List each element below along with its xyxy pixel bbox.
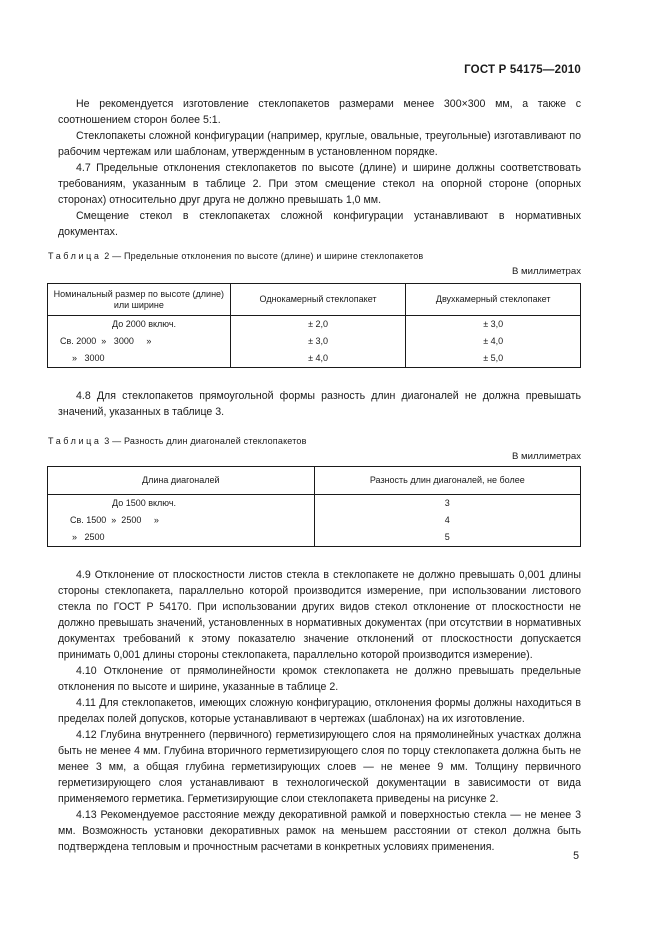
table-row <box>48 495 581 513</box>
table2-header-cell: Номинальный размер по высоте (длине) или ширине <box>48 284 231 316</box>
table3-header-cell: Разность длин диагоналей, не более <box>314 467 580 495</box>
table2-caption <box>48 251 423 261</box>
paragraph-4-9: 4.9 Отклонение от плоскостности листов стекла в стеклопакете не должно превышать 0,001 длины стороны стеклопакета, параллельно которой производится измерение, при использовании листового стекла по ГОСТ Р 54170. При использовании других видов стекол отклонение от плоскостности не должно превышать значений, установленных в нормативных документах (при отсутствии в нормативных документах требований к этому показателю значение отклонений от плоскостности допускается принимать 0,001 длины стороны стеклопакета, параллельно которой производится измерение). <box>58 569 581 661</box>
table-cell: До 1500 включ. <box>48 495 315 513</box>
paragraph: Стеклопакеты сложной конфигурации (например, круглые, овальные, треугольные) изготавливают по рабочим чертежам или шаблонам, утвержденным в установленном порядке. <box>58 130 581 158</box>
paragraph-4-12: 4.12 Глубина внутреннего (первичного) герметизирующего слоя на прямолинейных участках должна быть не менее 4 мм. Глубина вторичного герметизирующего слоя по торцу стеклопакета должна быть не менее 3 мм, а общая глубина герметизирующих слоев — не менее 9 мм. Толщину первичного герметизирующего слоя устанавливают в технологической документации в зависимости от вида применяемого герметика. Герметизирующие слои стеклопакета приведены на рисунке 2. <box>58 729 581 805</box>
table3-unit: В миллиметрах <box>511 451 581 462</box>
table-row <box>48 316 581 334</box>
table3-header-cell: Длина диагоналей <box>48 467 315 495</box>
paragraph-4-8: 4.8 Для стеклопакетов прямоугольной формы разность длин диагоналей не должна превышать значений, указанных в таблице 3. <box>58 390 581 418</box>
table3-header-row <box>48 467 581 495</box>
paragraph-4-7: 4.7 Предельные отклонения стеклопакетов по высоте (длине) и ширине должны соответствовать требованиям, указанным в таблице 2. При этом смещение стекол на опорной стороне (опорных сторонах) относительно друг друга не должно превышать 1,0 мм. <box>58 162 581 206</box>
table-cell: Св. 2000 » 3000 » <box>48 333 231 350</box>
table-cell: Св. 1500 » 2500 » <box>48 512 315 529</box>
bottom-text-block <box>58 567 581 855</box>
table-cell: 4 <box>314 512 580 529</box>
table-row <box>48 350 581 368</box>
table2 <box>47 283 581 368</box>
table-cell: ± 5,0 <box>406 350 581 368</box>
table2-caption-text: 2 — Предельные отклонения по высоте (длине) и ширине стеклопакетов <box>101 251 424 261</box>
table2-caption-label: Таблица <box>48 251 102 261</box>
table-cell: До 2000 включ. <box>48 316 231 334</box>
table2-header-cell: Однокамерный стеклопакет <box>230 284 406 316</box>
table-cell: ± 3,0 <box>406 316 581 334</box>
table-row <box>48 512 581 529</box>
table3 <box>47 466 581 547</box>
table-cell: ± 4,0 <box>406 333 581 350</box>
table2-unit: В миллиметрах <box>511 266 581 277</box>
table-cell: » 2500 <box>48 529 315 547</box>
paragraph-4-11: 4.11 Для стеклопакетов, имеющих сложную конфигурацию, отклонения формы должны находиться в пределах полей допусков, которые устанавливают в чертежах (шаблонах) на их изготовление. <box>58 697 581 725</box>
table3-caption <box>48 436 307 446</box>
table2-header-cell: Двухкамерный стеклопакет <box>406 284 581 316</box>
table-cell: ± 4,0 <box>230 350 406 368</box>
paragraph-4-13: 4.13 Рекомендуемое расстояние между декоративной рамкой и поверхностью стекла — не менее 3 мм. Возможность установки декоративных рамок на меньшем расстоянии от стекол должна быть подтверждена тепловым и прочностным расчетами в конкретных условиях применения. <box>58 809 581 853</box>
paragraph: Смещение стекол в стеклопакетах сложной конфигурации устанавливают в нормативных документах. <box>58 210 581 238</box>
table-cell: 3 <box>314 495 580 513</box>
table-cell: » 3000 <box>48 350 231 368</box>
paragraph-4-10: 4.10 Отклонение от прямолинейности кромок стеклопакета не должно превышать предельные отклонения по высоте и ширине, указанные в таблице 2. <box>58 665 581 693</box>
table-row <box>48 529 581 547</box>
table-cell: 5 <box>314 529 580 547</box>
table3-caption-text: 3 — Разность длин диагоналей стеклопакетов <box>101 436 307 446</box>
table-row <box>48 333 581 350</box>
table-cell: ± 3,0 <box>230 333 406 350</box>
table3-caption-label: Таблица <box>48 436 102 446</box>
mid-text-block <box>58 388 581 420</box>
page-number: 5 <box>573 850 579 862</box>
table-cell: ± 2,0 <box>230 316 406 334</box>
paragraph: Не рекомендуется изготовление стеклопакетов размерами менее 300×300 мм, а также с соотношением сторон более 5:1. <box>58 98 581 126</box>
document-code: ГОСТ Р 54175—2010 <box>464 64 581 76</box>
table2-header-row <box>48 284 581 316</box>
top-text-block <box>58 96 581 240</box>
